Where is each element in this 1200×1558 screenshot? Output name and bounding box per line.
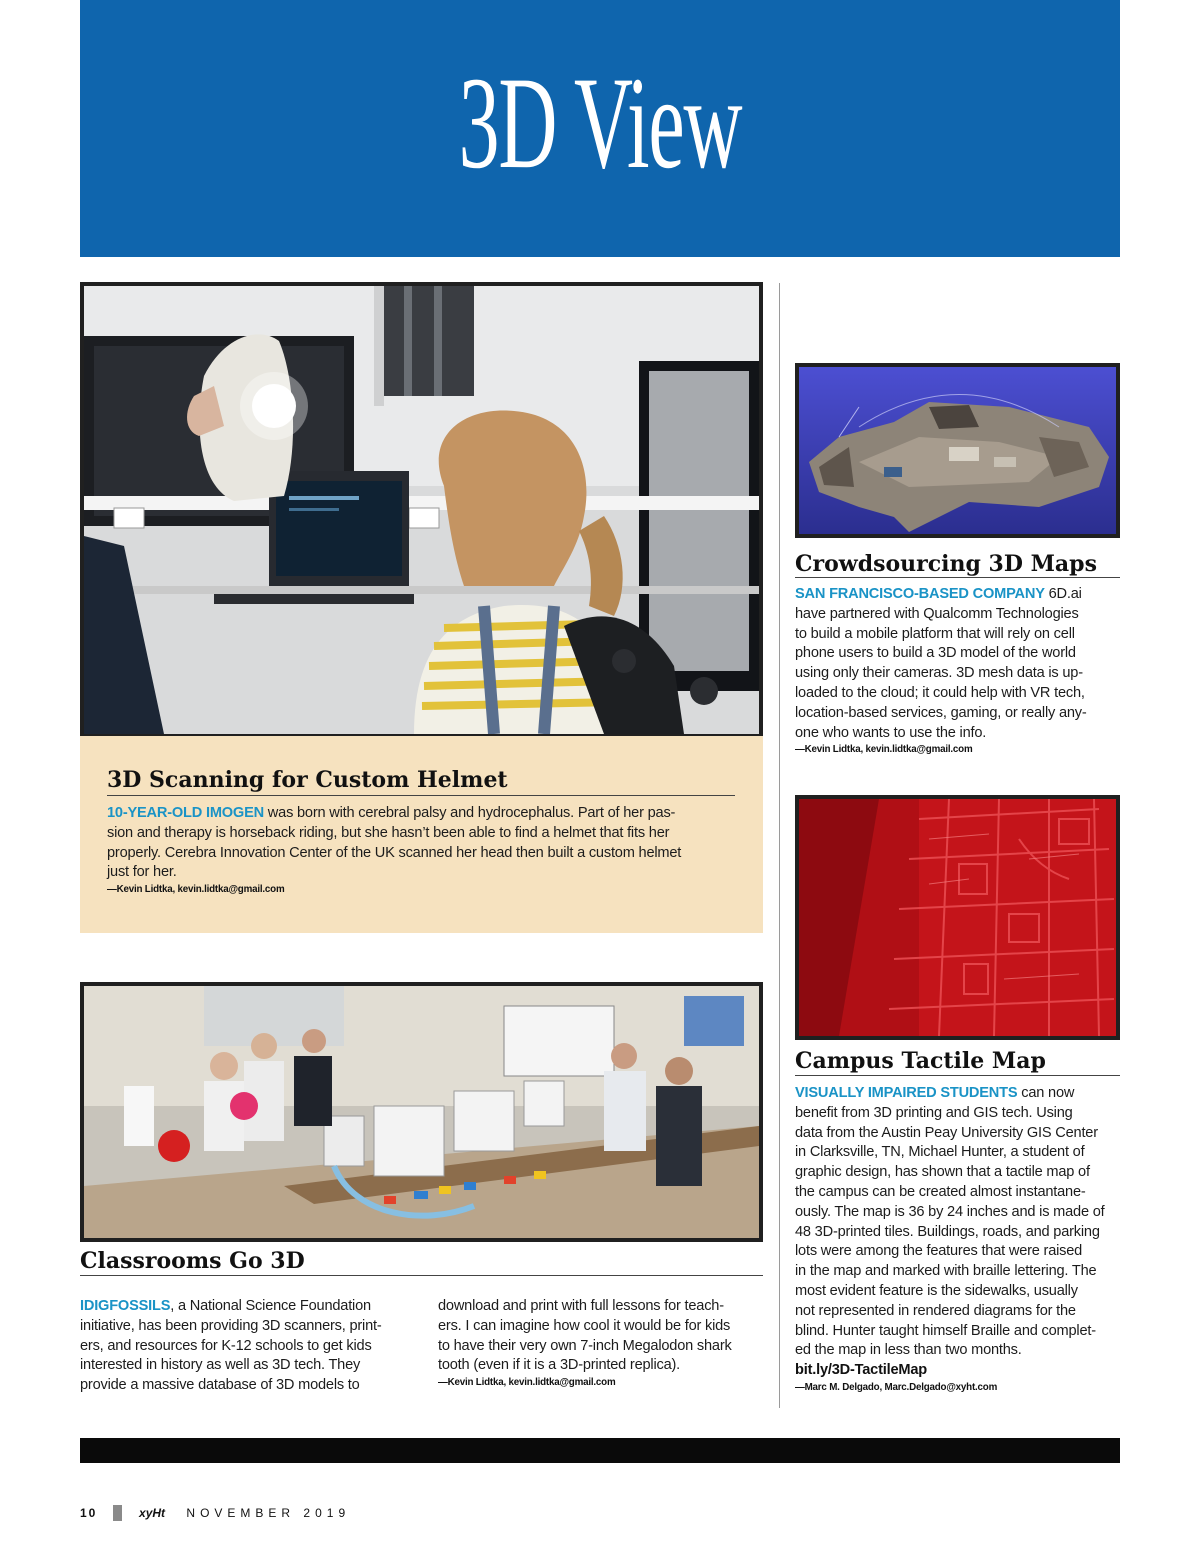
crowd-headline: Crowdsourcing 3D Maps — [795, 551, 1097, 577]
classrooms-headline: Classrooms Go 3D — [80, 1248, 305, 1274]
photo-3d-map-mesh-illustration — [799, 367, 1116, 534]
campus-text-line: ously. The map is 36 by 24 inches and is made of — [795, 1203, 1105, 1220]
campus-body — [795, 1084, 1120, 1394]
crowd-text-line: one who wants to use the info. — [795, 724, 987, 741]
crowd-body — [795, 585, 1120, 756]
campus-text-line: benefit from 3D printing and GIS tech. Using — [795, 1104, 1073, 1121]
campus-text-line: ed the map in less than two months. — [795, 1342, 1022, 1359]
classrooms-lead: IDIGFOSSILS — [80, 1298, 171, 1314]
classrooms-text-line: provide a massive database of 3D models to — [80, 1377, 360, 1394]
campus-text-line: in the map and marked with braille lettering. The — [795, 1263, 1097, 1280]
classrooms-text-line: initiative, has been providing 3D scanners, print- — [80, 1317, 382, 1334]
helmet-rule — [107, 795, 735, 796]
page-number: 10 — [80, 1505, 98, 1520]
photo-tactile-map — [795, 795, 1120, 1040]
helmet-text-line: sion and therapy is horseback riding, but she hasn’t been able to find a helmet that fits her — [107, 824, 670, 841]
campus-credit: —Marc M. Delgado, Marc.Delgado@xyht.com — [795, 1381, 998, 1393]
folio-line — [80, 1503, 350, 1521]
classrooms-rule — [80, 1275, 763, 1276]
helmet-credit: —Kevin Lidtka, kevin.lidtka@gmail.com — [107, 884, 285, 896]
campus-text-line: the campus can be created almost instantane- — [795, 1183, 1086, 1200]
section-title: 3D View — [458, 49, 742, 196]
helmet-lead: 10-YEAR-OLD IMOGEN — [107, 805, 264, 821]
campus-rule — [795, 1075, 1120, 1076]
classrooms-credit: —Kevin Lidtka, kevin.lidtka@gmail.com — [438, 1377, 616, 1389]
campus-text-line: 48 3D-printed tiles. Buildings, roads, and parking — [795, 1223, 1100, 1240]
crowd-text-line: loaded to the cloud; it could help with VR tech, — [795, 684, 1085, 701]
photo-3d-map-mesh — [795, 363, 1120, 538]
classrooms-text-line: , a National Science Foundation — [170, 1298, 371, 1314]
classrooms-text-line: interested in history as well as 3D tech. They — [80, 1357, 361, 1374]
crowd-text-line: location-based services, gaming, or really any- — [795, 704, 1087, 721]
magazine-name: xyHt — [139, 1505, 166, 1520]
crowd-text-line: using only their cameras. 3D mesh data is up- — [795, 665, 1083, 682]
helmet-body — [107, 804, 747, 896]
classrooms-text-line: ers, and resources for K-12 schools to get kids — [80, 1337, 372, 1354]
classrooms-text-line: to have their very own 7-inch Megalodon shark — [438, 1337, 732, 1354]
classrooms-text-line: ers. I can imagine how cool it would be for kids — [438, 1317, 731, 1334]
crowd-rule — [795, 577, 1120, 578]
helmet-text-line: properly. Cerebra Innovation Center of the UK scanned her head then built a custom helmet — [107, 844, 682, 861]
crowd-text-line: to build a mobile platform that will rely on cell — [795, 625, 1075, 642]
classrooms-body-col2 — [438, 1297, 763, 1389]
helmet-text-line: just for her. — [107, 864, 177, 881]
classrooms-text-line: download and print with full lessons for teach- — [438, 1298, 724, 1314]
classrooms-body-col1 — [80, 1297, 410, 1396]
issue-date: NOVEMBER 2019 — [186, 1505, 351, 1520]
crowd-lead: SAN FRANCISCO-BASED COMPANY — [795, 586, 1045, 602]
photo-classroom-illustration — [84, 986, 759, 1238]
campus-short-link[interactable]: bit.ly/3D-TactileMap — [795, 1362, 927, 1379]
crowd-text-line: phone users to build a 3D model of the world — [795, 645, 1076, 662]
photo-classroom — [80, 982, 763, 1242]
crowd-text-line: have partnered with Qualcomm Technologies — [795, 605, 1079, 622]
campus-text-line: graphic design, has shown that a tactile map of — [795, 1164, 1090, 1181]
campus-text-line: in Clarksville, TN, Michael Hunter, a student of — [795, 1144, 1085, 1161]
campus-lead: VISUALLY IMPAIRED STUDENTS — [795, 1085, 1018, 1101]
crowd-credit: —Kevin Lidtka, kevin.lidtka@gmail.com — [795, 744, 973, 756]
column-divider — [779, 283, 780, 1408]
campus-text-line: lots were among the features that were raised — [795, 1243, 1083, 1260]
helmet-headline: 3D Scanning for Custom Helmet — [107, 767, 508, 793]
folio-divider-block — [113, 1505, 122, 1521]
photo-tactile-map-illustration — [799, 799, 1116, 1036]
campus-text-line: data from the Austin Peay University GIS Center — [795, 1124, 1098, 1141]
masthead-banner — [80, 0, 1120, 257]
campus-text-line: not represented in rendered diagrams for the — [795, 1302, 1076, 1319]
campus-text-line: blind. Hunter taught himself Braille and complet- — [795, 1322, 1096, 1339]
classrooms-text-line: tooth (even if it is a 3D-printed replica). — [438, 1357, 681, 1374]
campus-headline: Campus Tactile Map — [795, 1048, 1046, 1074]
crowd-text-line: 6D.ai — [1044, 586, 1082, 602]
campus-text-line: most evident feature is the sidewalks, usually — [795, 1282, 1078, 1299]
photo-girl-scan-illustration — [84, 286, 759, 734]
helmet-text-line: was born with cerebral palsy and hydrocephalus. Part of her pas- — [263, 805, 676, 821]
campus-text-line: can now — [1017, 1085, 1075, 1101]
footer-bar — [80, 1438, 1120, 1463]
photo-girl-scan — [80, 282, 763, 738]
